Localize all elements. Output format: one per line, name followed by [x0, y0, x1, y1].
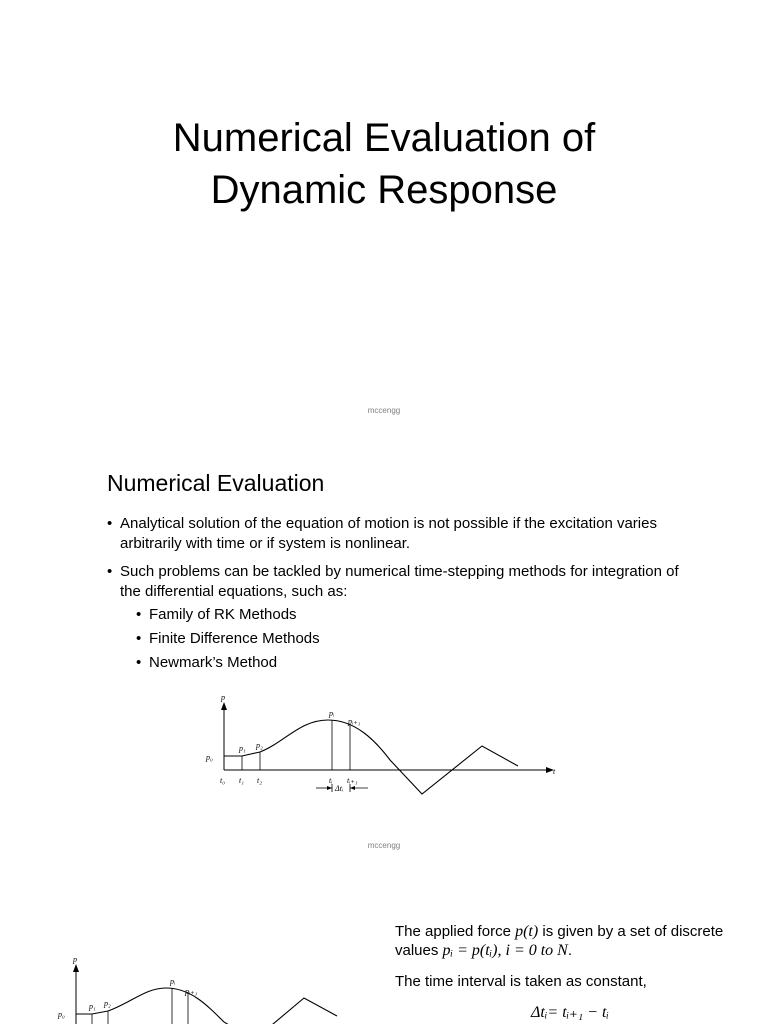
- dt-right-arrowhead: [350, 786, 355, 790]
- math-p-of-t: p(t): [515, 923, 539, 940]
- slide-title: [0, 112, 768, 216]
- slide-footer: mccengg: [367, 841, 401, 850]
- equation-delta-t: Δtᵢ= tᵢ₊₁ − tᵢ: [531, 1004, 609, 1021]
- bullet-item: • Analytical solution of the equation of motion is not possible if the excitation varies arbitrarily with time or if system is nonlinear.: [107, 514, 687, 554]
- label-t0: t₀: [220, 776, 226, 785]
- sub-bullet-item: • Family of RK Methods: [136, 605, 687, 625]
- applied-force-text: [395, 922, 745, 1022]
- label-p0: p₀: [206, 753, 213, 762]
- label-pi1: pᵢ₊₁: [348, 717, 361, 726]
- label-pi: pᵢ: [170, 977, 176, 986]
- label-ti: tᵢ: [329, 776, 333, 785]
- text-run: is given by a set of discrete values: [395, 923, 724, 959]
- paragraph-applied-force: [395, 922, 745, 960]
- force-curve: [76, 988, 337, 1024]
- label-p: p: [221, 693, 225, 702]
- sub-bullet-item: • Newmark’s Method: [136, 653, 687, 673]
- sub-bullet-list: [136, 605, 687, 673]
- bullet-item: [107, 562, 687, 673]
- label-t1: t₁: [239, 776, 245, 785]
- label-ti1: tᵢ₊₁: [347, 776, 358, 785]
- title-slide: [0, 0, 768, 432]
- label-t: t: [553, 767, 556, 776]
- paragraph-time-interval: The time interval is taken as constant,: [395, 973, 647, 990]
- title-line-1: Numerical Evaluation of: [172, 116, 596, 160]
- label-p0: p₀: [58, 1010, 65, 1019]
- label-p1: p₁: [89, 1002, 96, 1011]
- label-p1: p₁: [239, 744, 246, 753]
- bullet-text: Such problems can be tackled by numerical time-stepping methods for integration of the differential equations, such as:: [120, 563, 679, 600]
- label-p: p: [73, 955, 77, 964]
- force-time-diagram-small: [54, 954, 384, 1024]
- label-pi1: pᵢ₊₁: [185, 987, 198, 996]
- p-axis-arrow: [221, 702, 227, 710]
- slide-footer: mccengg: [367, 406, 401, 415]
- slide-heading: Numerical Evaluation: [107, 470, 325, 496]
- label-t2: t₂: [257, 776, 263, 785]
- sub-bullet-item: • Finite Difference Methods: [136, 629, 687, 649]
- force-time-diagram: [200, 690, 570, 810]
- force-curve: [224, 720, 518, 794]
- math-discrete-values: pᵢ = p(tᵢ), i = 0 to N: [442, 942, 568, 959]
- applied-force-slide: [0, 864, 768, 1024]
- title-line-2: Dynamic Response: [210, 168, 558, 212]
- p-axis-arrow: [73, 964, 79, 972]
- label-dti: Δtᵢ: [335, 784, 344, 793]
- text-run: .: [567, 942, 573, 959]
- text-run: The applied force: [395, 923, 516, 940]
- label-p2: p₂: [256, 741, 263, 750]
- bullet-list: [107, 514, 687, 681]
- label-p2: p₂: [104, 999, 111, 1008]
- label-pi: pᵢ: [329, 709, 335, 718]
- numerical-evaluation-slide: [0, 432, 768, 864]
- dt-left-arrowhead: [327, 786, 332, 790]
